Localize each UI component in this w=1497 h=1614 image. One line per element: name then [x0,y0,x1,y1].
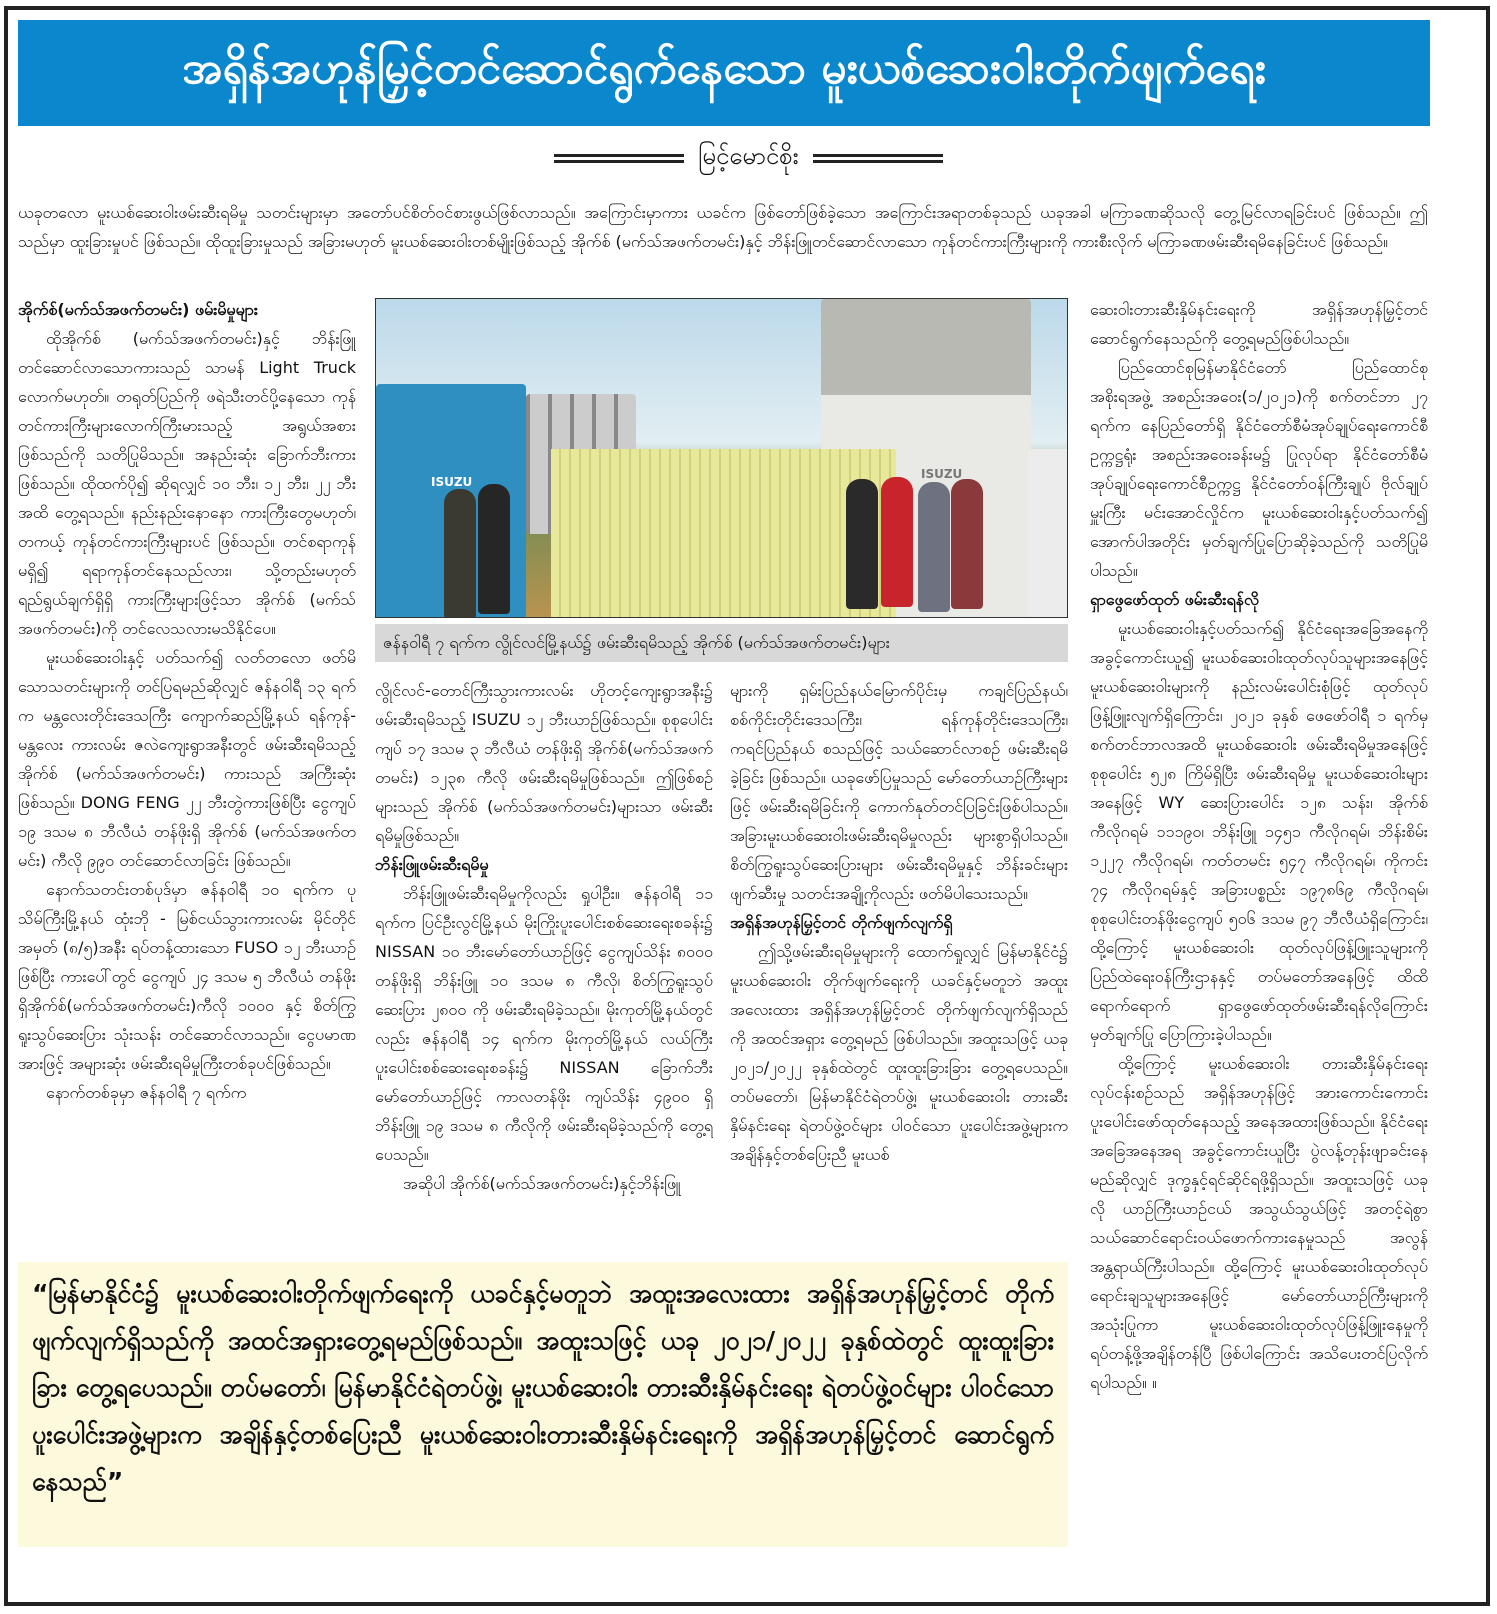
person [918,482,950,612]
person [478,484,510,614]
paragraph: ဘိန်းဖြူဖမ်းဆီးရမိမှုကိုလည်း ရှုပါဦး။ ဇန်နဝါရီ ၁၁ ရက်က ပြင်ဦးလွင်မြို့နယ် မိုးကြိုးပူးပေါင်းစစ်ဆေးရေးစခန်း၌ NISSAN ၁၀ ဘီးမော်တော်ယာဉ်ဖြင့် ငွေကျပ်သိန်း ၈၀၀၀ တန်ဖိုးရှိ ဘိန်းဖြူ ၁၀ ဒသမ ၈ ကီလို၊ စိတ်ကြွရူးသွပ်ဆေးပြား ၂၈၀၀ ကို ဖမ်းဆီးရမိခဲ့သည်။ မိုးကုတ်မြို့နယ်တွင်လည်း ဇန်နဝါရီ ၁၄ ရက်က မိုးကုတ်မြို့နယ် လယ်ကြီး ပူးပေါင်းစစ်ဆေးရေးစခန်း၌ NISSAN ခြောက်ဘီး မော်တော်ယာဉ်ဖြင့် ကာလတန်ဖိုး ကျပ်သိန်း ၄၉၀၀ ရှိဘိန်းဖြူ ၁၉ ဒသမ ၈ ကီလိုကို ဖမ်းဆီးရမိခဲ့သည်ကို တွေ့ရပေသည်။ [375,884,713,1164]
paragraph: များကို ရှမ်းပြည်နယ်မြောက်ပိုင်းမှ ကချင်ပြည်နယ်၊ စစ်ကိုင်းတိုင်းဒေသကြီး၊ ရန်ကုန်တိုင်းဒေသကြီး၊ ကရင်ပြည်နယ် စသည်ဖြင့် သယ်ဆောင်လာစဉ် ဖမ်းဆီးရမိခဲ့ခြင်း ဖြစ်သည်။ ယခုဖော်ပြမှုသည် မော်တော်ယာဉ်ကြီးများဖြင့် ဖမ်းဆီးရမိခြင်းကို ကောက်နုတ်တင်ပြခြင်းဖြစ်ပါသည်။ အခြားမူးယစ်ဆေးဝါးဖမ်းဆီးရမိမှုလည်း များစွာရှိပါသည်။ စိတ်ကြွရူးသွပ်ဆေးပြားများ ဖမ်းဆီးရမိမှုနှင့် ဘိန်းခင်းများ ဖျက်ဆီးမှု သတင်းအချို့ကိုလည်း ဖတ်မိပါသေးသည်။ [730,681,1068,903]
person [444,489,476,618]
person [846,479,878,609]
paragraph: နောက်တစ်ခုမှာ ဇန်နဝါရီ ၇ ရက်က [46,1083,247,1102]
byline-rule-right [813,154,943,163]
pull-quote-text: “မြန်မာနိုင်ငံ၌ မူးယစ်ဆေးဝါးတိုက်ဖျက်ရေးကို ယခင်နှင့်မတူဘဲ အထူးအလေးထား အရှိန်အဟုန်မြှင့်တင် တိုက်ဖျက်လျက်ရှိသည်ကို အထင်အရှားတွေ့ရမည်ဖြစ်သည်။ အထူးသဖြင့် ယခု ၂၀၂၁/၂၀၂၂ ခုနှစ်ထဲတွင် ထူးထူးခြားခြား တွေ့ရပေသည်။ တပ်မတော်၊ မြန်မာနိုင်ငံရဲတပ်ဖွဲ့၊ မူးယစ်ဆေးဝါး တားဆီးနှိမ်နင်းရေး ရဲတပ်ဖွဲ့ဝင်များ ပါဝင်သော ပူးပေါင်းအဖွဲ့များက အချိန်နှင့်တစ်ပြေးညီ မူးယစ်ဆေးဝါးတားဆီးနှိမ်နင်းရေးကို အရှိန်အဟုန်မြှင့်တင် ဆောင်ရွက်နေသည်” [32,1279,1054,1496]
white-van [1028,449,1068,618]
headline-banner [18,20,1430,126]
subheading: ဘိန်းဖြူဖမ်းဆီးရမိမှု [375,855,489,874]
news-photo-trucks [375,298,1068,618]
paragraph: ထို့ကြောင့် မူးယစ်ဆေးဝါး တားဆီးနှိမ်နင်းရေး လုပ်ငန်းစဉ်သည် အရှိန်အဟုန်ဖြင့် အားကောင်းကောင်း ပူးပေါင်းဖော်ထုတ်နေသည့် အနေအထားဖြစ်သည်။ နိုင်ငံရေးအခြေအနေအရ အခွင့်ကောင်းယူပြီး ပွဲလန့်တုန်းဖျာခင်းနေမည်ဆိုလျှင် ဒုက္ခနှင့်ရင်ဆိုင်ရဖို့ရှိသည်။ အထူးသဖြင့် ယခုလို ယာဉ်ကြီးယာဉ်ငယ် အသွယ်သွယ်ဖြင့် အတင့်ရဲစွာ သယ်ဆောင်ရောင်းဝယ်ဖောက်ကားနေမှုသည် အလွန်အန္တရာယ်ကြီးပါသည်။ ထို့ကြောင့် မူးယစ်ဆေးဝါးထုတ်လုပ်ရောင်းချသူများအနေဖြင့် မော်တော်ယာဉ်ကြီးများကို အသုံးပြုကာ မူးယစ်ဆေးဝါးထုတ်လုပ်ဖြန့်ဖြူးနေမှုကို ရပ်တန့်ဖို့အချိန်တန်ပြီ ဖြစ်ပါကြောင်း အသိပေးတင်ပြလိုက်ရပါသည်။ ။ [1090,1054,1428,1392]
truck-brand-label: ISUZU [431,475,473,489]
truck-brand-label: ISUZU [921,467,963,481]
paragraph: မူးယစ်ဆေးဝါးနှင့်ပတ်သက်၍ နိုင်ငံရေးအခြေအနေကို အခွင့်ကောင်းယူ၍ မူးယစ်ဆေးဝါးထုတ်လုပ်သူများအနေဖြင့် မူးယစ်ဆေးဝါးများကို နည်းလမ်းပေါင်းစုံဖြင့် ထုတ်လုပ်ဖြန့်ဖြူးလျက်ရှိကြောင်း၊ ၂၀၂၁ ခုနှစ် ဖေဖော်ဝါရီ ၁ ရက်မှ စက်တင်ဘာလအထိ မူးယစ်ဆေးဝါး ဖမ်းဆီးရမိမှုအနေဖြင့် စုစုပေါင်း ၅၂၈ ကြိမ်ရှိပြီး ဖမ်းဆီးရမိမှု မူးယစ်ဆေးဝါးများအနေဖြင့် WY ဆေးပြားပေါင်း ၁၂၈ သန်း၊ အိုက်စ် ကီလိုဂရမ် ၁၁၁၉၀၊ ဘိန်းဖြူ ၁၄၅၁ ကီလိုဂရမ်၊ ဘိန်းစိမ်း ၁၂၂၇ ကီလိုဂရမ်၊ ကတ်တမင်း ၅၄၇ ကီလိုဂရမ်၊ ကိုကင်း ၇၄ ကီလိုဂရမ်နှင့် အခြားပစ္စည်း ၁၉၇၈၆၉ ကီလိုဂရမ်၊ စုစုပေါင်းတန်ဖိုးငွေကျပ် ၅၀၆ ဒသမ ၉၇ ဘီလီယံရှိကြောင်း၊ ထို့ကြောင့် မူးယစ်ဆေးဝါး ထုတ်လုပ်ဖြန့်ဖြူးသူများကို ပြည်ထဲရေးဝန်ကြီးဌာနနှင့် တပ်မတော်အနေဖြင့် ထိထိရောက်ရောက် ရှာဖွေဖော်ထုတ်ဖမ်းဆီးရန်လိုကြောင်း မှတ်ချက်ပြု ပြောကြားခဲ့ပါသည်။ [1090,619,1428,1044]
person [951,479,983,609]
byline: မြင့်မောင်စိုး [698,142,799,170]
column-2 [375,676,713,1261]
paragraph: မူးယစ်ဆေးဝါးနှင့် ပတ်သက်၍ လတ်တလော ဖတ်မိသောသတင်းများကို တင်ပြရမည်ဆိုလျှင် ဇန်နဝါရီ ၁၃ ရက်က မန္တလေးတိုင်းဒေသကြီး ကျောက်ဆည်မြို့နယ် ရန်ကုန်-မန္တလေး ကားလမ်း ဇလဲကျေးရွာအနီးတွင် ဖမ်းဆီးရမိသည့် အိုက်စ် (မက်သ်အဖက်တမင်း) ကားသည် အကြီးဆုံး ဖြစ်သည်။ DONG FENG ၂၂ ဘီးတွဲကားဖြစ်ပြီး ငွေကျပ် ၁၉ ဒသမ ၈ ဘီလီယံ တန်ဖိုးရှိ အိုက်စ် (မက်သ်အဖက်တမင်း) ကီလို ၉၉၀ တင်ဆောင်လာခြင်း ဖြစ်သည်။ [18,648,356,870]
person [881,477,913,607]
subheading: အိုက်စ်(မက်သ်အဖက်တမင်း) ဖမ်းမိမှုများ [18,300,258,319]
pull-quote [18,1262,1068,1547]
subheading: အရှိန်အဟုန်မြှင့်တင် တိုက်ဖျက်လျက်ရှိ [730,913,953,932]
paragraph: ဤသို့ဖမ်းဆီးရမိမှုများကို ထောက်ရှုလျှင် မြန်မာနိုင်ငံ၌ မူးယစ်ဆေးဝါး တိုက်ဖျက်ရေးကို ယခင်နှင့်မတူဘဲ အထူးအလေးထား အရှိန်အဟုန်မြှင့်တင် တိုက်ဖျက်လျက်ရှိသည်ကို အထင်အရှား တွေ့ရမည် ဖြစ်ပါသည်။ အထူးသဖြင့် ယခု ၂၀၂၁/၂၀၂၂ ခုနှစ်ထဲတွင် ထူးထူးခြားခြား တွေ့ရပေသည်။ တပ်မတော်၊ မြန်မာနိုင်ငံရဲတပ်ဖွဲ့၊ မူးယစ်ဆေးဝါး တားဆီးနှိမ်နင်းရေး ရဲတပ်ဖွဲ့ဝင်များ ပါဝင်သော ပူးပေါင်းအဖွဲ့များက အချိန်နှင့်တစ်ပြေးညီ မူးယစ် [730,942,1068,1164]
column-3 [730,676,1068,1261]
paragraph: ပြည်ထောင်စုမြန်မာနိုင်ငံတော် ပြည်ထောင်စုအစိုးရအဖွဲ့ အစည်းအဝေး(၁/၂၀၂၁)ကို စက်တင်ဘာ ၂၇ ရက်က နေပြည်တော်ရှိ နိုင်ငံတော်စီမံအုပ်ချုပ်ရေးကောင်စီဥက္ကဋ္ဌရုံး အစည်းအဝေးခန်းမ၌ ပြုလုပ်ရာ နိုင်ငံတော်စီမံအုပ်ချုပ်ရေးကောင်စီဥက္ကဋ္ဌ နိုင်ငံတော်ဝန်ကြီးချုပ် ဗိုလ်ချုပ်မှူးကြီး မင်းအောင်လှိုင်က မူးယစ်ဆေးဝါးနှင့်ပတ်သက်၍ အောက်ပါအတိုင်း မှတ်ချက်ပြုပြောဆိုခဲ့သည်ကို သတိပြုမိပါသည်။ [1090,358,1428,580]
paragraph: အဆိုပါ အိုက်စ်(မက်သ်အဖက်တမင်း)နှင့်ဘိန်းဖြူ [403,1174,681,1193]
byline-row [0,140,1497,176]
column-4 [1090,295,1428,1550]
intro-paragraph: ယခုတလော မူးယစ်ဆေးဝါးဖမ်းဆီးရမိမှု သတင်းများမှာ အတော်ပင်စိတ်ဝင်စားဖွယ်ဖြစ်လာသည်။ အကြောင်းမှာကား ယခင်က ဖြစ်တော်ဖြစ်ခဲ့သော အကြောင်းအရာတစ်ခုသည် ယခုအခါ မကြာခဏဆိုသလို တွေ့မြင်လာရခြင်းပင် ဖြစ်သည်။ ဤသည်မှာ ထူးခြားမှုပင် ဖြစ်သည်။ ထိုထူးခြားမှုသည် အခြားမဟုတ် မူးယစ်ဆေးဝါးတစ်မျိုးဖြစ်သည့် အိုက်စ် (မက်သ်အဖက်တမင်း)နှင့် ဘိန်းဖြူတင်ဆောင်လာသော ကုန်တင်ကားကြီးများကို ကားစီးလိုက် မကြာခဏဖမ်းဆီးရမိနေခြင်းပင် ဖြစ်သည်။ [18,203,1428,251]
headline: အရှိန်အဟုန်မြှင့်တင်ဆောင်ရွက်နေသော မူးယစ်ဆေးဝါးတိုက်ဖျက်ရေး [182,43,1266,94]
byline-rule-left [554,154,684,163]
photo-caption: ဇန်နဝါရီ ၇ ရက်က လွိုင်လင်မြို့နယ်၌ ဖမ်းဆီးရမိသည့် အိုက်စ် (မက်သ်အဖက်တမင်း)များ [375,624,1068,662]
subheading: ရှာဖွေဖော်ထုတ် ဖမ်းဆီးရန်လို [1090,590,1259,609]
seized-drug-packages [551,449,896,618]
paragraph: လွိုင်လင်-တောင်ကြီးသွားကားလမ်း ဟိုတင့်ကျေးရွာအနီး၌ ဖမ်းဆီးရမိသည့် ISUZU ၁၂ ဘီးယာဉ်ဖြစ်သည်။ စုစုပေါင်း ကျပ် ၁၇ ဒသမ ၃ ဘီလီယံ တန်ဖိုးရှိ အိုက်စ်(မက်သ်အဖက်တမင်း) ၁၂၃၈ ကီလို ဖမ်းဆီးရမိမှုဖြစ်သည်။ ဤဖြစ်စဉ်များသည် အိုက်စ် (မက်သ်အဖက်တမင်း)များသာ ဖမ်းဆီးရမိမှုဖြစ်သည်။ [375,681,713,845]
paragraph: နောက်သတင်းတစ်ပုဒ်မှာ ဇန်နဝါရီ ၁၀ ရက်က ပုသိမ်ကြီးမြို့နယ် ထုံးဘို - မြစ်ငယ်သွားကားလမ်း မိုင်တိုင်အမှတ် (၈/၅)အနီး ရပ်တန့်ထားသော FUSO ၁၂ ဘီးယာဉ်ဖြစ်ပြီး ကားပေါ်တွင် ငွေကျပ် ၂၄ ဒသမ ၅ ဘီလီယံ တန်ဖိုးရှိအိုက်စ်(မက်သ်အဖက်တမင်း)ကီလို ၁၀၀၀ နှင့် စိတ်ကြွရူးသွပ်ဆေးပြား သုံးသန်း တင်ဆောင်လာသည်။ ငွေပမာဏအားဖြင့် အများဆုံး ဖမ်းဆီးရမိမှုကြီးတစ်ခုပင်ဖြစ်သည်။ [18,880,356,1073]
column-1 [18,295,356,1260]
paragraph: ထိုအိုက်စ် (မက်သ်အဖက်တမင်း)နှင့် ဘိန်းဖြူတင်ဆောင်လာသောကားသည် သာမန် Light Truck လောက်မဟုတ်။ တရုတ်ပြည်ကို ဖရဲသီးတင်ပို့နေသော ကုန်တင်ကားကြီးများလောက်ကြီးမားသည့် အရွယ်အစားဖြစ်သည်ကို သတိပြုမိသည်။ အနည်းဆုံး ခြောက်ဘီးကားဖြစ်သည်။ ထိုထက်ပို၍ ဆိုရလျှင် ၁၀ ဘီး၊ ၁၂ ဘီး၊ ၂၂ ဘီးအထိ တွေ့ရသည်။ နည်းနည်းနောနော ကားကြီးတွေမဟုတ်၊ တကယ့် ကုန်တင်ကားကြီးများပင် ဖြစ်သည်။ တင်စရာကုန် မရှိ၍ ရရာကုန်တင်နေသည်လား၊ သို့တည်းမဟုတ် ရည်ရွယ်ချက်ရှိရှိ ကားကြီးများဖြင့်သာ အိုက်စ် (မက်သ်အဖက်တမင်း)ကို တင်လေသလားမသိနိုင်ပေ။ [18,329,356,638]
paragraph: ဆေးဝါးတားဆီးနှိမ်နင်းရေးကို အရှိန်အဟုန်မြှင့်တင် ဆောင်ရွက်နေသည်ကို တွေ့ရမည်ဖြစ်ပါသည်။ [1090,300,1428,348]
